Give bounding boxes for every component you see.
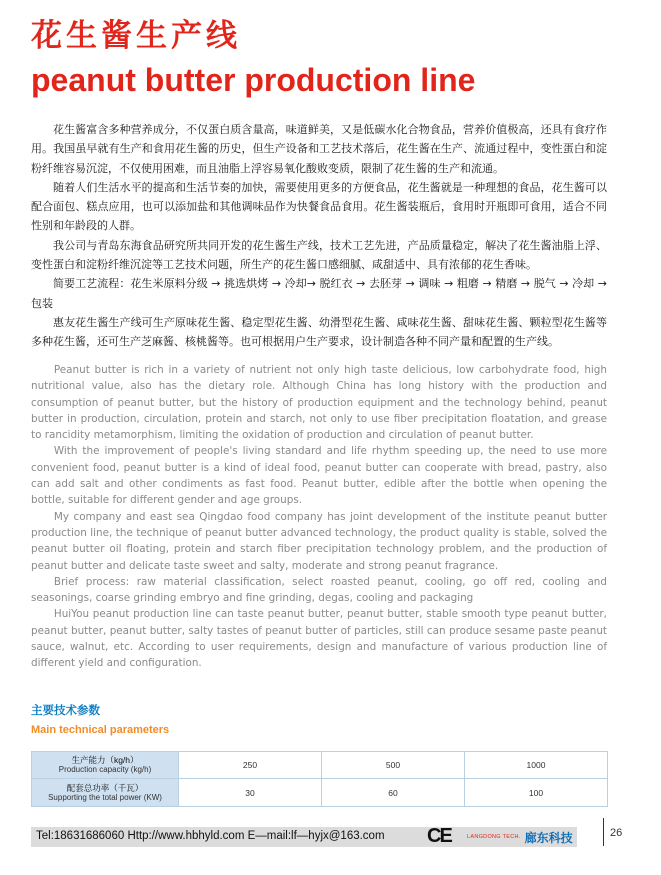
technical-parameters-table: [31, 751, 608, 807]
en-paragraph: HuiYou peanut production line can taste peanut butter, peanut butter, stable smooth type peanut butter, peanut butter, peanut butter, salty tastes of peanut butter of particles, still can produce sesame paste peanut sauce, walnut, etc. According to user requirements, design and manufacture of various production line of different yield and configuration.: [31, 608, 607, 670]
footer-bar: [31, 827, 577, 847]
table-cell: 100: [465, 779, 608, 807]
brand-logo: [467, 830, 577, 844]
brand-name-cn: 廊东科技: [524, 830, 573, 845]
table-cell: 1000: [465, 752, 608, 779]
params-heading-en: Main technical parameters: [31, 724, 170, 736]
page-number: 26: [610, 827, 623, 839]
cn-paragraph: 我公司与青岛东海食品研究所共同开发的花生酱生产线，技术工艺先进，产品质量稳定，解决了花生酱油脂上浮、变性蛋白和淀粉纤维沉淀等工艺技术问题，所生产的花生酱口感细腻、咸甜适中、具有浓郁的花生香味。: [31, 238, 607, 272]
row-header: [32, 779, 179, 807]
table-cell: 60: [322, 779, 465, 807]
row-label-en: Production capacity (kg/h): [58, 765, 152, 774]
row-label-cn: 配套总功率（千瓦）: [66, 782, 144, 793]
row-header: [32, 752, 179, 779]
brand-name-en: LANGDONG TECH.: [467, 834, 521, 840]
table-row: [32, 779, 608, 807]
en-paragraph: Peanut butter is rich in a variety of nutrient not only high taste delicious, low carbohydrate food, high nutritional value, also has the dietary role. Although China has long history with the production and consumption of peanut butter, but the history of production equipment and the technology behind, peanut butter in production, circulation, protein and starch, not only to use fiber precipitation floatation, and grease to rancidity metamorphism, limiting the oxidation of production and circulation of peanut butter.: [31, 364, 607, 442]
en-paragraph: My company and east sea Qingdao food company has joint development of the institute peanut butter production line, the technique of peanut butter advanced technology, the product quality is stable, solved the peanut butter oil floating, protein and starch fiber precipitation technology problem, and the production of peanut butter and delicate taste sweet and salty, moderate and strong peanut fragrance.: [31, 510, 607, 572]
table-cell: 30: [179, 779, 322, 807]
ce-mark-icon: CE: [427, 825, 451, 847]
cn-paragraph: 随着人们生活水平的提高和生活节奏的加快，需要使用更多的方便食品，花生酱就是一种理想的食品，花生酱可以配合面包、糕点应用，也可以添加盐和其他调味品作为快餐食品食用。花生酱装瓶后，食用时开瓶即可食用，适合不同性别和年龄段的人群。: [31, 180, 607, 233]
row-label-cn: 生产能力（kg/h）: [71, 755, 139, 765]
title-english: peanut butter production line: [31, 62, 476, 98]
params-heading-cn: 主要技术参数: [31, 703, 100, 717]
page-divider: [603, 818, 604, 846]
table-cell: 500: [322, 752, 465, 779]
table-cell: 250: [179, 752, 322, 779]
cn-process-flow: 简要工艺流程：花生米原料分级 → 挑选烘烤 → 冷却→ 脱红衣 → 去胚芽 → 调味 → 粗磨 → 精磨 → 脱气 → 冷却 → 包装: [31, 277, 607, 310]
table-row: [32, 752, 608, 779]
row-label-en: Supporting the total power (KW): [48, 792, 162, 802]
en-paragraph: With the improvement of people's living standard and life rhythm speeding up, the need to use more convenient food, peanut butter is a kind of ideal food, peanut butter can cooperate with bread, pastry, also can add salt and other condiments as fast food. Peanut butter, edible after the bottle when opening the bottle, suitable for different gender and age groups.: [31, 445, 607, 507]
chinese-body: [31, 120, 607, 352]
cn-paragraph: 花生酱富含多种营养成分，不仅蛋白质含量高，味道鲜美，又是低碳水化合物食品，营养价值极高，还具有食疗作用。我国虽早就有生产和食用花生酱的历史，但生产设备和工艺技术落后，花生酱在生产、流通过程中，变性蛋白和淀粉纤维容易沉淀，不仅使用困难，而且油脂上浮容易氧化酸败变质，限制了花生酱的生产和流通。: [31, 123, 607, 175]
cn-paragraph: 惠友花生酱生产线可生产原味花生酱、稳定型花生酱、幼滑型花生酱、咸味花生酱、甜味花生酱、颗粒型花生酱等多种花生酱，还可生产芝麻酱、核桃酱等。也可根据用户生产要求，设计制造各种不同产量和配置的生产线。: [31, 315, 607, 349]
english-body: [31, 362, 607, 672]
title-chinese: 花生酱生产线: [31, 18, 241, 54]
contact-info: Tel:18631686060 Http://www.hbhyld.com E—mail:lf—hyjx@163.com: [36, 830, 385, 842]
en-process-brief: Brief process: raw material classification, select roasted peanut, cooling, go off red, cooling and seasonings, coarse grinding embryo and fine grinding, degas, cooling and packaging: [31, 575, 607, 605]
